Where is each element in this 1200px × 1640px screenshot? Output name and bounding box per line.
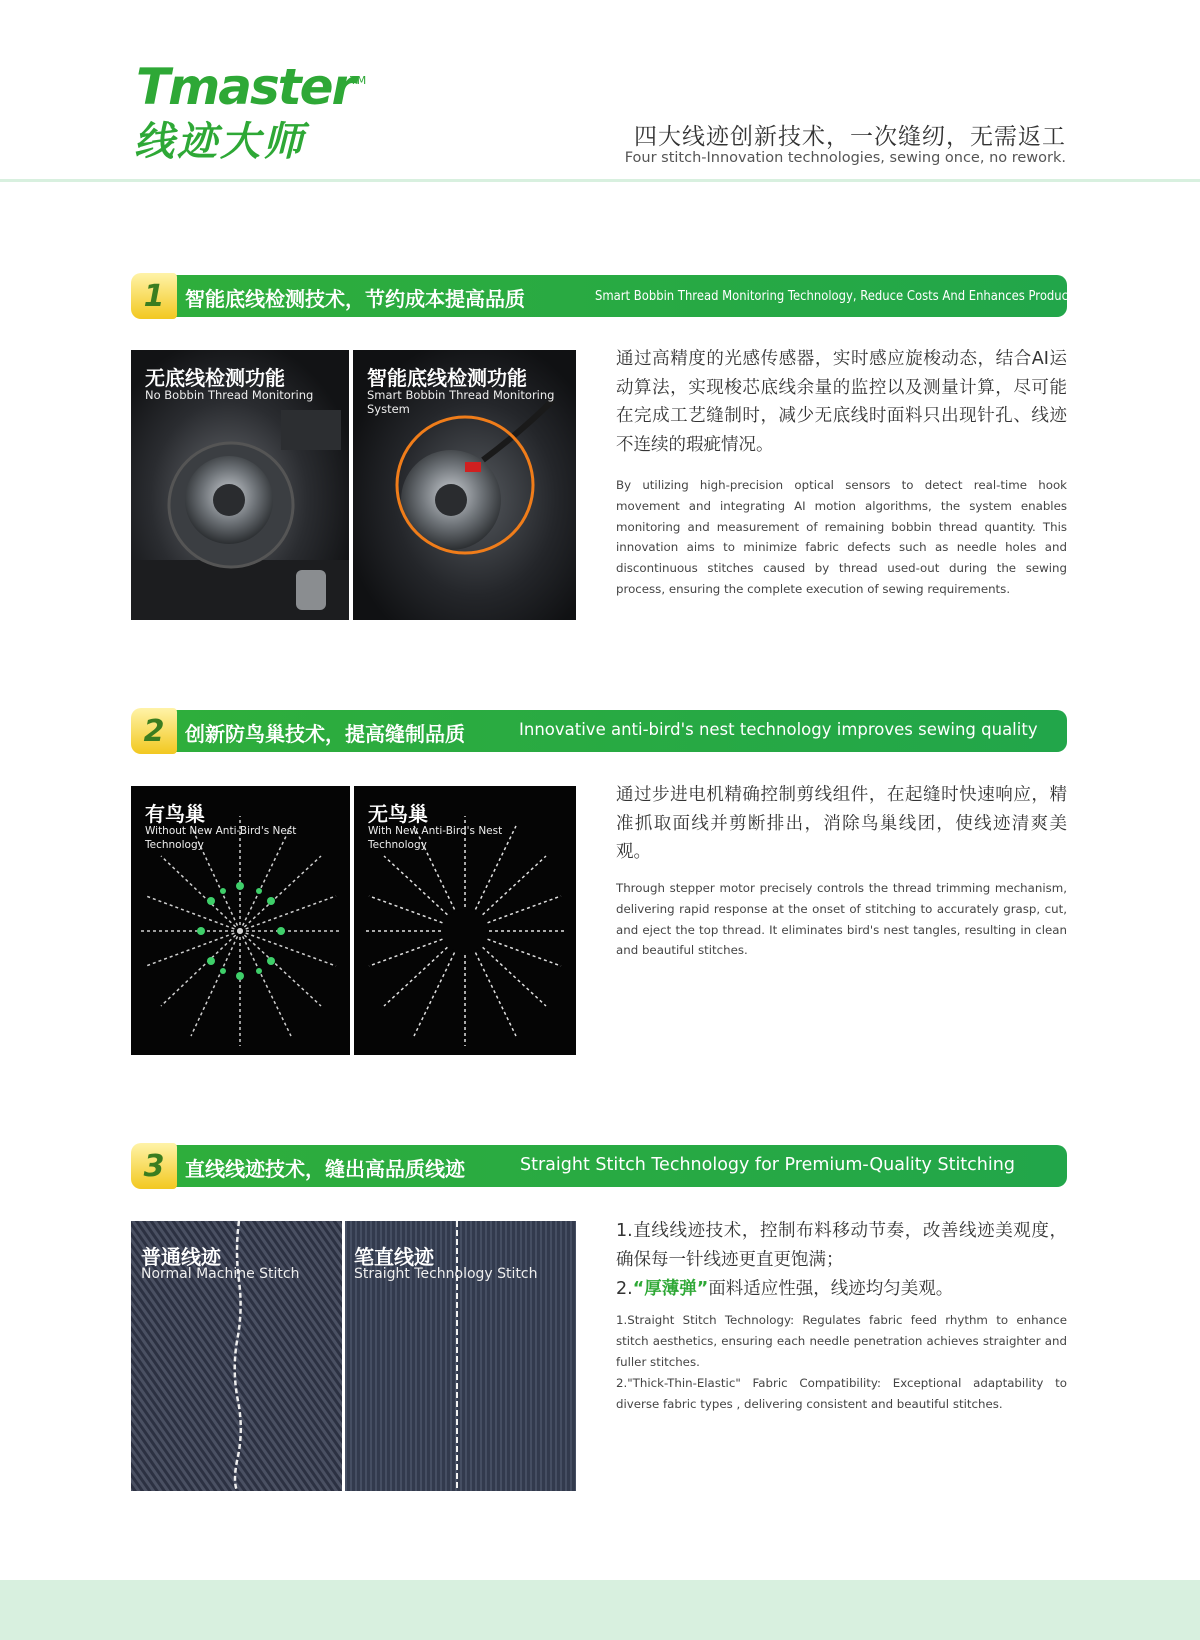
image-label-chinese: 普通线迹: [141, 1245, 221, 1269]
image-label-english: Normal Machine Stitch: [141, 1266, 300, 1282]
section-number-badge: 1: [131, 273, 177, 319]
slogan-chinese: 四大线迹创新技术，一次缝纫，无需返工: [634, 124, 1066, 150]
section-2-description-english: Through stepper motor precisely controls the thread trimming mechanism, delivering rapid response at the onset of stitching to accurately grasp, cut, and eject the top thread. It eliminates bird's nest tangles, resulting in clean and beautiful stitches.: [616, 881, 1067, 958]
description-text: 面料适应性强，线迹均匀美观。: [708, 1279, 954, 1299]
image-label-chinese: 有鸟巢: [145, 802, 205, 826]
section-title-chinese: 直线线迹技术，缝出高品质线迹: [185, 1157, 465, 1181]
image-label-chinese: 无底线检测功能: [145, 366, 285, 390]
section-number-badge: 2: [131, 708, 177, 754]
image-label-english: Without New Anti-Bird's Nest Technology: [145, 825, 297, 851]
photo-no-bobbin-monitoring: [131, 350, 349, 620]
photo-smart-bobbin-monitoring: [353, 350, 576, 620]
section-title-chinese: 创新防鸟巢技术，提高缝制品质: [185, 722, 465, 746]
brand-logo-chinese: 线迹大师: [134, 119, 306, 165]
section-3-description-english-1: 1.Straight Stitch Technology: Regulates fabric feed rhythm to enhance stitch aesthetics, ensuring each needle penetration achieves straighter and fuller stitches.: [616, 1313, 1067, 1369]
section-title-english: Straight Stitch Technology for Premium-Quality Stitching: [520, 1155, 1015, 1175]
page-header: [0, 0, 1200, 180]
list-number: 2.: [616, 1279, 633, 1299]
highlight-text: “厚薄弹”: [632, 1279, 709, 1299]
image-label-chinese: 无鸟巢: [368, 802, 428, 826]
section-3-description-english-2: 2."Thick-Thin-Elastic" Fabric Compatibility: Exceptional adaptability to diverse fabric types , delivering consistent and beautiful stitches.: [616, 1376, 1067, 1411]
section-title-chinese: 智能底线检测技术，节约成本提高品质: [185, 287, 525, 311]
section-3-description-chinese-1: 1.直线线迹技术，控制布料移动节奏，改善线迹美观度，确保每一针线迹更直更饱满；: [616, 1221, 1067, 1270]
image-label-english: Smart Bobbin Thread Monitoring System: [367, 388, 555, 416]
footer-band: [0, 1580, 1200, 1640]
slogan-english: Four stitch-Innovation technologies, sewing once, no rework.: [624, 150, 1066, 166]
image-label-english: Straight Technology Stitch: [354, 1266, 538, 1282]
section-1-header: [133, 275, 1118, 317]
section-1-description-english: By utilizing high-precision optical sensors to detect real-time hook movement and integrating AI motion algorithms, the system enables monitoring and measurement of remaining bobbin thread quantity. This innovation aims to minimize fabric defects such as needle holes and discontinuous stitches caused by thread used-out during the sewing process, ensuring the complete execution of sewing requirements.: [616, 478, 1067, 596]
image-label-english: With New Anti-Bird's Nest Technology: [368, 825, 503, 851]
photo-straight-stitch: [345, 1221, 576, 1491]
section-title-english: Innovative anti-bird's nest technology improves sewing quality: [519, 720, 1038, 739]
section-title-english: Smart Bobbin Thread Monitoring Technology, Reduce Costs And Enhances Product Quality: [595, 289, 1118, 304]
section-3-header: [133, 1145, 1067, 1187]
image-label-chinese: 笔直线迹: [354, 1245, 434, 1269]
section-1-description-chinese: 通过高精度的光感传感器，实时感应旋梭动态，结合AI运动算法，实现梭芯底线余量的监控以及测量计算，尽可能在完成工艺缝制时，减少无底线时面料只出现针孔、线迹不连续的瑕疵情况。: [616, 349, 1067, 455]
section-2-description-chinese: 通过步进电机精确控制剪线组件，在起缝时快速响应，精准抓取面线并剪断排出，消除鸟巢线团，使线迹清爽美观。: [616, 785, 1067, 862]
photo-with-birds-nest: [131, 786, 350, 1055]
section-2-header: [133, 710, 1067, 752]
section-3-description-chinese-2: [616, 1275, 1067, 1304]
section-number-badge: 3: [131, 1143, 177, 1189]
photo-normal-stitch: [131, 1221, 342, 1491]
brand-logo-text: Tmaster: [136, 58, 355, 116]
trademark-mark: TM: [350, 74, 367, 87]
image-label-english: No Bobbin Thread Monitoring: [145, 388, 314, 402]
image-label-chinese: 智能底线检测功能: [367, 366, 527, 390]
header-divider: [0, 179, 1200, 182]
photo-without-birds-nest: [354, 786, 576, 1055]
